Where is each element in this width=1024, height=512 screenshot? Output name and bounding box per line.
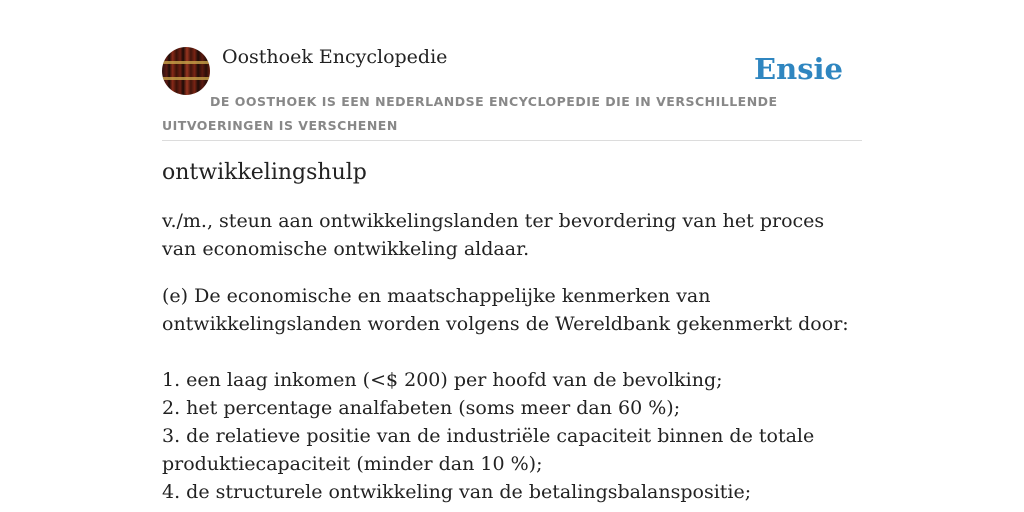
site-header xyxy=(162,46,862,141)
article-title: ontwikkelingshulp xyxy=(162,160,367,185)
criteria-list xyxy=(162,366,862,506)
brand-logo[interactable]: Ensie xyxy=(754,52,843,86)
article-intro: (e) De economische en maatschappelijke kenmerken van ontwikkelingslanden worden volgens de Wereldbank gekenmerkt door: xyxy=(162,285,849,335)
list-item: 2. het percentage analfabeten (soms meer dan 60 %); xyxy=(162,397,681,419)
avatar-shelf xyxy=(162,61,210,64)
list-item: 4. de structurele ontwikkeling van de betalingsbalanspositie; xyxy=(162,481,752,503)
list-item: 3. de relatieve positie van de industriële capaciteit binnen de totale produktiecapaciteit (minder dan 10 %); xyxy=(162,425,815,475)
encyclopedia-avatar[interactable] xyxy=(162,47,210,95)
site-tagline: DE OOSTHOEK IS EEN NEDERLANDSE ENCYCLOPEDIE DIE IN VERSCHILLENDE UITVOERINGEN IS VERSCHENEN xyxy=(162,94,778,133)
avatar-shelf xyxy=(162,77,210,80)
list-item: 1. een laag inkomen (<$ 200) per hoofd van de bevolking; xyxy=(162,369,723,391)
article-definition: v./m., steun aan ontwikkelingslanden ter bevordering van het proces van economische ontwikkeling aldaar. xyxy=(162,210,825,260)
article xyxy=(162,160,862,506)
site-name[interactable]: Oosthoek Encyclopedie xyxy=(222,46,448,68)
